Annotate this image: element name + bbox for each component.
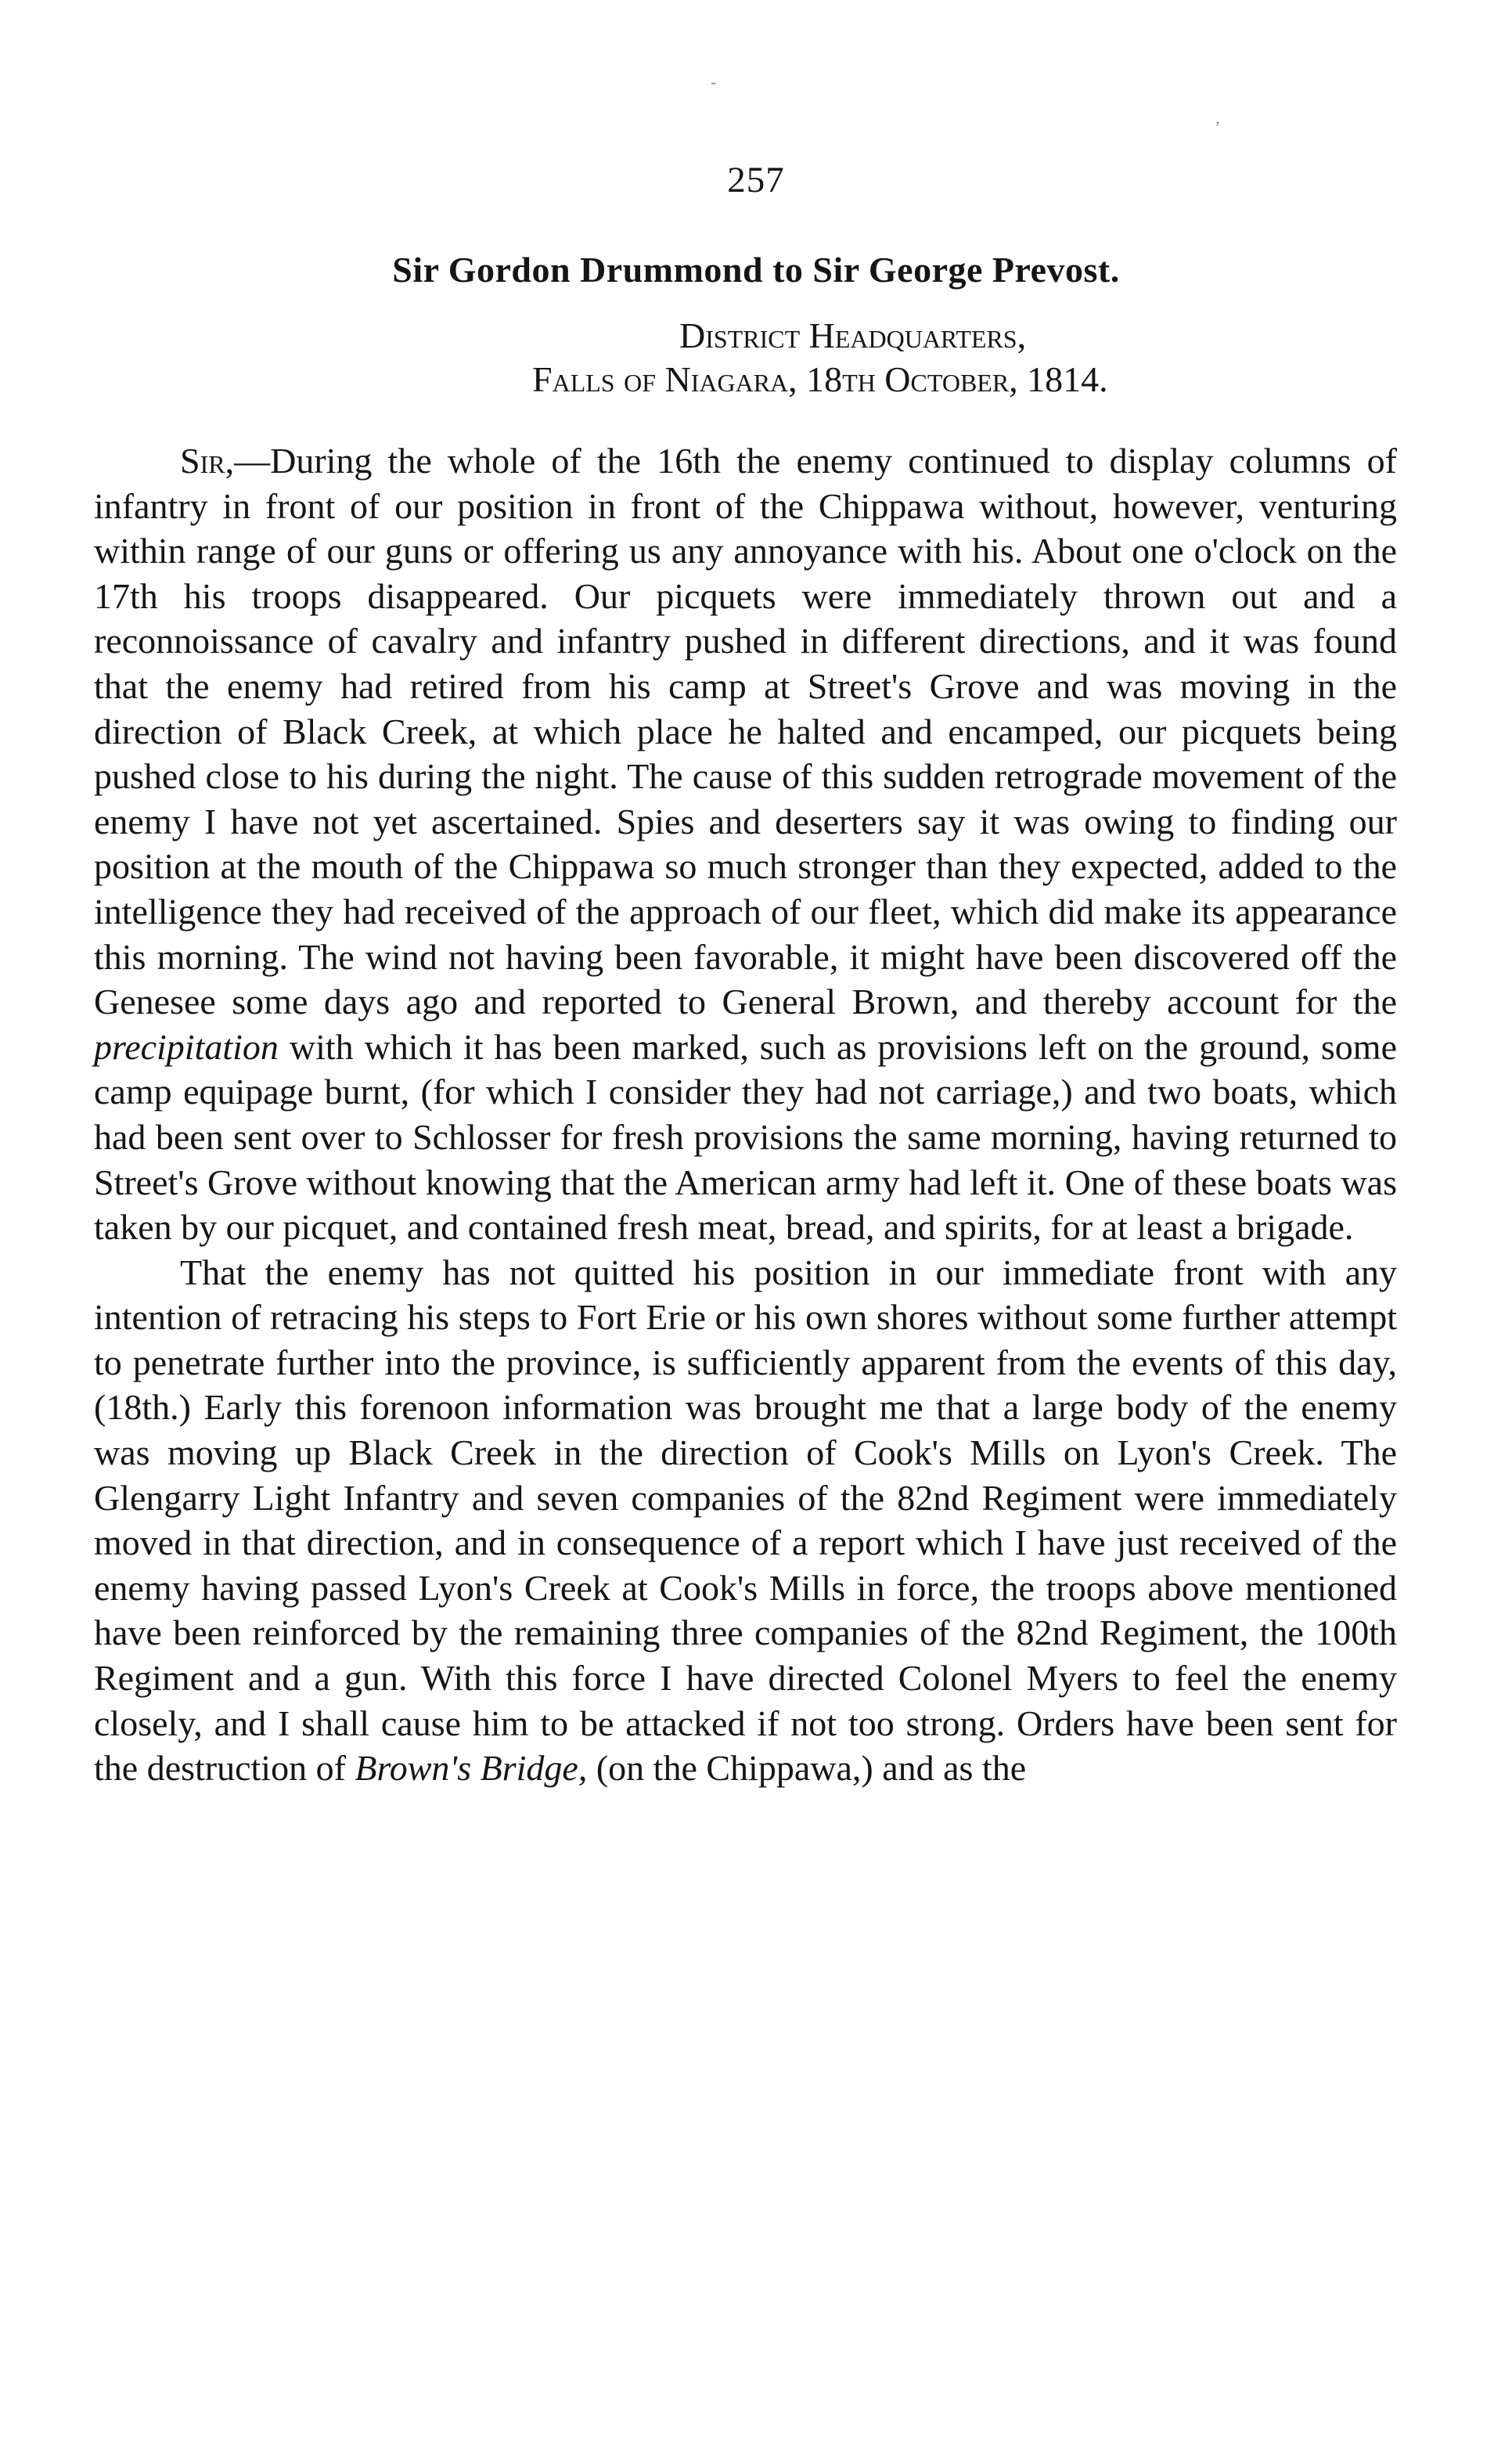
paragraph-1 bbox=[94, 438, 1397, 1250]
scan-mark: , bbox=[1215, 108, 1220, 128]
paragraph-2-text-a: That the enemy has not quitted his position in our immediate front with any intention of retracing his steps to Fort Erie or his own shores without some further attempt to penetrate further into the province, is sufficiently apparent from the events of this day, (18th.) Early this forenoon information was brought me that a large body of the enemy was moving up Black Creek in the direction of Cook's Mills on Lyon's Creek. The Glengarry Light Infantry and seven companies of the 82nd Regiment were immediately moved in that direction, and in consequence of a report which I have just received of the enemy having passed Lyon's Creek at Cook's Mills in force, the troops above mentioned have been reinforced by the remaining three companies of the 82nd Regiment, the 100th Regiment and a gun. With this force I have directed Colonel Myers to feel the enemy closely, and I shall cause him to be attacked if not too strong. Orders have been sent for the destruction of bbox=[94, 1252, 1397, 1789]
scan-mark: - bbox=[711, 72, 717, 92]
page-number: 257 bbox=[727, 160, 785, 200]
salutation: Sir, bbox=[180, 441, 235, 481]
dateline-place-date: Falls of Niagara, 18th October, 1814. bbox=[532, 359, 1108, 399]
paragraph-2-text-b: (on the Chippawa,) and as the bbox=[587, 1748, 1027, 1789]
emphasis-precipitation: precipitation bbox=[94, 1026, 279, 1067]
emphasis-browns-bridge: Brown's Bridge, bbox=[355, 1748, 588, 1789]
dateline-location: District Headquarters, bbox=[679, 315, 1027, 355]
paragraph-2 bbox=[94, 1250, 1397, 1791]
paragraph-1-text-b: with which it has been marked, such as provisions left on the ground, some camp equipage burnt, (for which I consider they had not carriage,) and two boats, which had been sent over to Schlosser for fresh provisions the same morning, having returned to Street's Grove without knowing that the American army had left it. One of these boats was taken by our picquet, and contained fresh meat, bread, and spirits, for at least a brigade. bbox=[94, 1026, 1397, 1248]
letter-title: Sir Gordon Drummond to Sir George Prevost. bbox=[392, 250, 1120, 290]
letter-body bbox=[94, 438, 1397, 1791]
paragraph-1-text-a: —During the whole of the 16th the enemy continued to display columns of infantry in front of our position in front of the Chippawa without, however, venturing within range of our guns or offering us any annoyance with his. About one o'clock on the 17th his troops disappeared. Our picquets were immediately thrown out and a reconnoissance of cavalry and infantry pushed in different directions, and it was found that the enemy had retired from his camp at Street's Grove and was moving in the direction of Black Creek, at which place he halted and encamped, our picquets being pushed close to his during the night. The cause of this sudden retrograde movement of the enemy I have not yet ascertained. Spies and deserters say it was owing to finding our position at the mouth of the Chippawa so much stronger than they expected, added to the intelligence they had received of the approach of our fleet, which did make its appearance this morning. The wind not having been favorable, it might have been discovered off the Genesee some days ago and reported to General Brown, and thereby account for the bbox=[94, 441, 1397, 1022]
